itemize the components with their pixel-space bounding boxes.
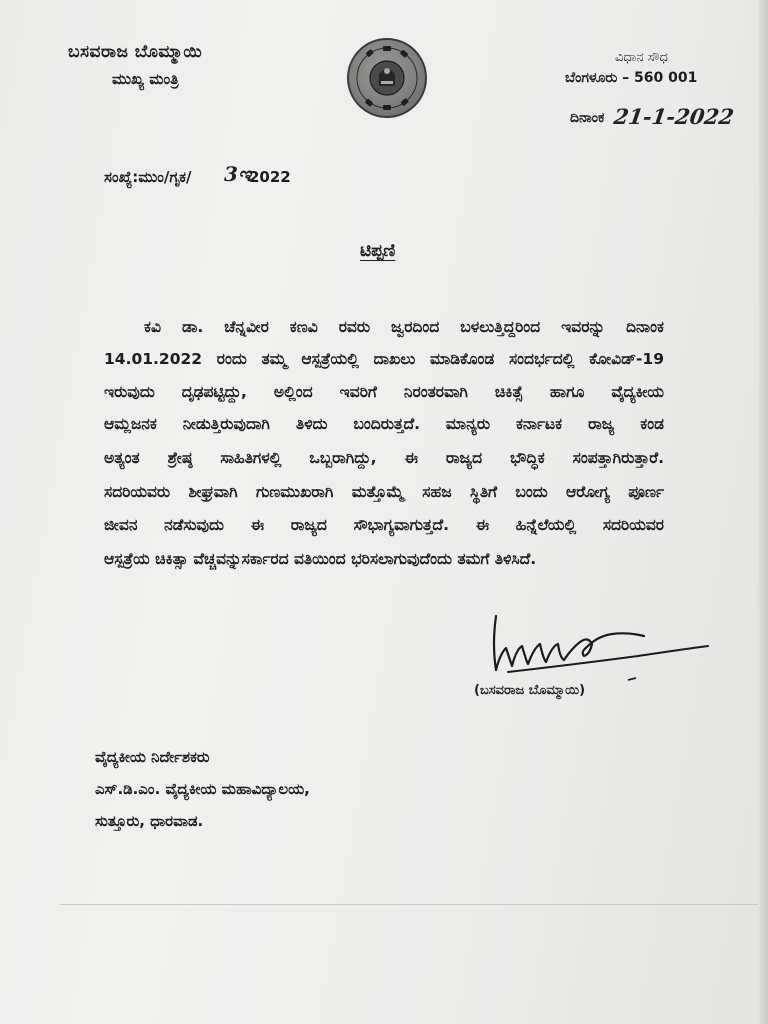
body-line: ಇರುವುದು ದೃಢಪಟ್ಟಿದ್ದು, ಅಲ್ಲಿಂದ ಇವರಿಗೆ ನಿರಂತರವಾಗಿ ಚಿಕಿತ್ಸೆ ಹಾಗೂ ವೈದ್ಯಕೀಯ: [104, 383, 664, 401]
date-value: 21-1-2022: [612, 104, 736, 129]
sender-designation: ಮುಖ್ಯ ಮಂತ್ರಿ: [112, 70, 179, 88]
address-line-2: ಬೆಂಗಳೂರು – 560 001: [565, 70, 698, 86]
body-line: ಸದರಿಯವರು ಶೀಘ್ರವಾಗಿ ಗುಣಮುಖರಾಗಿ ಮತ್ತೊಮ್ಮೆ ಸಹಜ ಸ್ಥಿತಿಗೆ ಬಂದು ಆರೋಗ್ಯ ಪೂರ್ಣ: [104, 483, 664, 501]
sender-name: ಬಸವರಾಜ ಬೊಮ್ಮಾಯಿ: [68, 42, 203, 62]
reference-prefix: ಸಂಖ್ಯೆ:ಮುಂ/ಗೃಕ/: [104, 168, 192, 186]
reference-number: 3ಇ: [224, 162, 251, 186]
page-edge-shadow: [758, 0, 768, 1024]
handwritten-signature: [488, 608, 718, 688]
recipient-line: ಸುತ್ತೂರು, ಧಾರವಾಡ.: [95, 812, 204, 830]
body-line: ಕವಿ ಡಾ. ಚೆನ್ನವೀರ ಕಣವಿ ರವರು ಜ್ವರದಿಂದ ಬಳಲುತ್ತಿದ್ದರಿಂದ ಇವರನ್ನು ದಿನಾಂಕ: [144, 318, 664, 336]
body-line: 14.01.2022 ರಂದು ತಮ್ಮ ಆಸ್ಪತ್ರೆಯಲ್ಲಿ ದಾಖಲು ಮಾಡಿಕೊಂಡ ಸಂದರ್ಭದಲ್ಲಿ ಕೋವಿಡ್-19: [104, 350, 664, 368]
recipient-line: ವೈದ್ಯಕೀಯ ನಿರ್ದೇಶಕರು: [95, 748, 210, 766]
signatory-name: (ಬಸವರಾಜ ಬೊಮ್ಮಾಯಿ): [474, 683, 586, 698]
body-line: ಅತ್ಯಂತ ಶ್ರೇಷ್ಠ ಸಾಹಿತಿಗಳಲ್ಲಿ ಒಬ್ಬರಾಗಿದ್ದು, ಈ ರಾಜ್ಯದ ಭೌದ್ಧಿಕ ಸಂಪತ್ತಾಗಿರುತ್ತಾರೆ.: [104, 449, 664, 467]
letter-subject: ಟಿಪ್ಪಣಿ: [360, 241, 396, 261]
date-label: ದಿನಾಂಕ: [570, 110, 605, 126]
reference-year: 2022: [249, 168, 291, 186]
body-line: ಆಮ್ಲಜನಕ ನೀಡುತ್ತಿರುವುದಾಗಿ ತಿಳಿದು ಬಂದಿರುತ್ತದೆ. ಮಾನ್ಯರು ಕರ್ನಾಟಕ ರಾಜ್ಯ ಕಂಡ: [104, 415, 664, 433]
government-seal-icon: [347, 38, 427, 118]
footer-divider: [60, 904, 760, 905]
address-line-1: ವಿಧಾನ ಸೌಧ: [615, 50, 668, 65]
body-line: ಜೀವನ ನಡೆಸುವುದು ಈ ರಾಜ್ಯದ ಸೌಭಾಗ್ಯವಾಗುತ್ತದೆ. ಈ ಹಿನ್ನೆಲೆಯಲ್ಲಿ ಸದರಿಯವರ: [104, 516, 664, 534]
recipient-line: ಎಸ್.ಡಿ.ಎಂ. ವೈದ್ಯಕೀಯ ಮಹಾವಿದ್ಯಾಲಯ,: [95, 780, 310, 798]
body-line: ಆಸ್ಪತ್ರೆಯ ಚಿಕಿತ್ಸಾ ವೆಚ್ಚವನ್ನುಸರ್ಕಾರದ ವತಿಯಿಂದ ಭರಿಸಲಾಗುವುದೆಂದು ತಮಗೆ ತಿಳಿಸಿದೆ.: [104, 550, 537, 568]
